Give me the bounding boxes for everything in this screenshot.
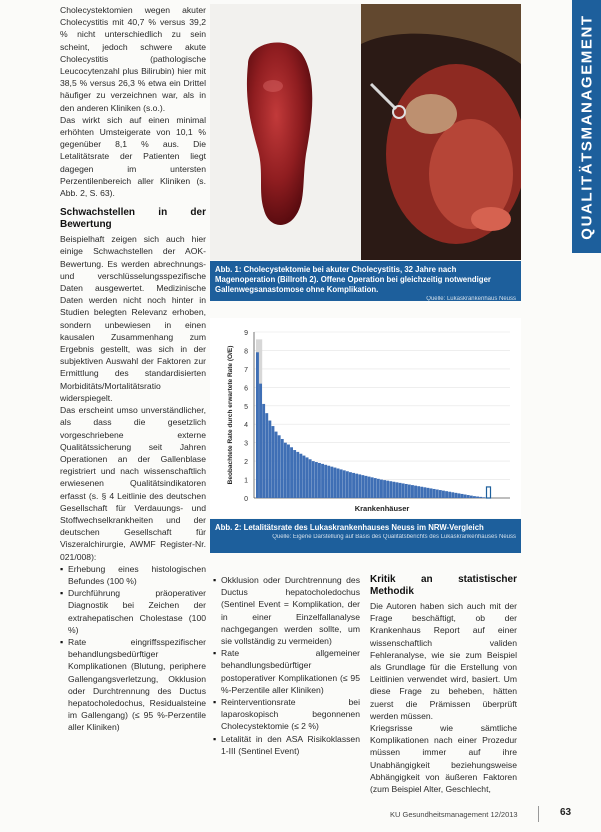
y-tick-label: 5 (244, 403, 248, 411)
bar (318, 463, 321, 498)
bar (315, 462, 318, 498)
bar (352, 473, 355, 498)
bar (430, 488, 433, 498)
caption-source: Quelle: Lukaskrankenhaus Neuss (426, 296, 516, 302)
bar (396, 482, 399, 498)
bar (275, 432, 278, 498)
bar (312, 461, 315, 498)
paragraph: Das erscheint umso unverständlicher, als dass die gesetzlich vorgeschriebene externe Qualitätssicherung seit Jahren Operationen an der Gallenblase registriert und nach wissenschaftlich erwiesenen Qualitätsindikatoren erfasst (s. § 4 Leitlinie des deutschen Gesellschaft für Verdauungs- und Stoffwechselkrankheiten und der deutschen Gesellschaft für Viszeralchirurgie, AWMF Register-Nr. 021/008): (60, 405, 206, 562)
y-tick-label: 0 (244, 496, 248, 503)
y-tick-label: 4 (244, 422, 248, 430)
bar (355, 474, 358, 498)
publication-name: KU Gesundheitsmanagement 12/2013 (390, 810, 518, 819)
bar (402, 483, 405, 498)
bar (417, 486, 420, 498)
chart-container (210, 318, 521, 518)
bar (411, 485, 414, 498)
bar (479, 497, 482, 498)
bar (383, 480, 386, 498)
bar (377, 479, 380, 498)
bar (265, 413, 268, 498)
bar (420, 487, 423, 498)
bar (461, 494, 464, 498)
bullet-list (213, 574, 360, 757)
bar (408, 485, 411, 498)
list-item: ▪ Reinterventionsrate bei laparoskopisch begonnenen Cholecystektomie (≤ 2 %) (213, 696, 360, 733)
bar (374, 478, 377, 498)
bar (287, 445, 290, 498)
bar (268, 421, 271, 498)
bar (427, 488, 430, 498)
bar (414, 486, 417, 498)
bar (321, 464, 324, 498)
bar (330, 467, 333, 498)
highlight-marker (487, 487, 491, 498)
paragraph: Beispielhaft zeigen sich auch hier einige Schwachstellen der AOK-Bewertung. Es werden abrechnungs- und verschlüsselungsspezifische Daten ausgewertet. Medizinische Daten werden nicht noch hinter in Studien belegten Relevanz erhoben, sondern unbewiesen in einen kausalen Zusammenhang zum Ergebnis gestellt, was sich in der subjektiven Auswahl der Faktoren zur Ermittlung des standardisierten Morbiditäts/Mortalitätsratio widerspiegelt. (60, 234, 206, 403)
bar (349, 472, 352, 498)
bar (436, 490, 439, 498)
section-tab-label: QUALITÄTSMANAGEMENT (578, 13, 595, 240)
paragraph: Kriegsrisse wie sämtliche Komplikationen nach einer Prozedur müssen immer auf ihre Unabhängigkeit beziehungsweise Abhängigkeit von äußeren Faktoren (zum Beispiel Alter, Geschlecht, (370, 723, 517, 795)
x-axis-label: Krankenhäuser (354, 504, 410, 513)
y-tick-label: 1 (244, 477, 248, 485)
y-tick-label: 6 (244, 385, 248, 393)
bar (262, 404, 265, 498)
bar (473, 496, 476, 498)
list-item: ▪ Durchführung präoperativer Diagnostik bei Zeichen der extrahepatischen Cholestase (100 %) (60, 587, 206, 636)
section-heading: Schwachstellen in der Bewertung (60, 207, 206, 231)
footer-divider (538, 806, 539, 822)
bar (454, 493, 457, 498)
bar (346, 471, 349, 498)
bar (371, 477, 374, 498)
bar (392, 482, 395, 498)
bar (433, 489, 436, 498)
bar (458, 493, 461, 498)
bar (272, 426, 275, 498)
bar (337, 468, 340, 498)
paragraph: Cholecystektomien wegen akuter Cholecystitis mit 40,7 % versus 39,2 % nicht unterschiedlich zu sein scheint, jedoch schwere akute Cholecystitis (pathologische Leucocytenzahl plus Bilirubin) hier mit 38,5 % versus 26,3 % etwa ein Drittel häufiger zu verzeichnen war, als in den anderen Kliniken (s.o.). (60, 5, 206, 113)
y-axis-label: Beobachtete Rate durch erwartete Rate (O/E) (227, 345, 234, 485)
list-item: ▪ Erhebung eines histologischen Befundes (100 %) (60, 563, 206, 587)
bar (278, 435, 281, 498)
y-tick-label: 3 (244, 440, 248, 448)
list-item: ▪ Letalität in den ASA Risikoklassen 1-III (Sentinel Event) (213, 733, 360, 757)
bar (290, 447, 293, 498)
bar (464, 494, 467, 498)
text-column-middle (213, 574, 360, 757)
bar (470, 496, 473, 498)
y-tick-label: 7 (244, 366, 248, 374)
bar (340, 469, 343, 498)
bar (259, 384, 262, 498)
bar (451, 492, 454, 498)
surgery-photo (361, 4, 521, 260)
list-item: ▪ Okklusion oder Durchtrennung des Ductus hepatocholedochus (Sentinel Event = Komplikation, der in einer Einzelfallanalyse nachgegangen werden sollte, um sie vollständig zu vermeiden) (213, 574, 360, 647)
caption-source: Quelle: Eigene Darstellung auf Basis des Qualitätsberichts des Lukaskrankenhauses Neuss (272, 534, 516, 540)
bar (334, 468, 337, 498)
bar (399, 483, 402, 498)
y-tick-label: 8 (244, 348, 248, 356)
bar (343, 470, 346, 498)
bar (389, 481, 392, 498)
bar (361, 475, 364, 498)
bar (358, 474, 361, 498)
bar (476, 497, 479, 498)
figure-caption (210, 519, 521, 553)
list-item: ▪ Rate allgemeiner behandlungsbedürftiger postoperativer Komplikationen (≤ 95 %-Perzentile aller Kliniken) (213, 647, 360, 696)
caption-text: Abb. 2: Letalitätsrate des Lukaskrankenhauses Neuss im NRW-Vergleich (215, 523, 484, 532)
section-tab (572, 0, 601, 253)
bullet-list (60, 563, 206, 734)
specimen-photo (210, 4, 361, 260)
bar (299, 454, 302, 498)
text-column-right (370, 574, 517, 795)
bar (368, 477, 371, 498)
bar (445, 491, 448, 498)
bar (448, 492, 451, 498)
y-tick-label: 9 (244, 330, 248, 337)
bar (439, 490, 442, 498)
bar (365, 476, 368, 498)
paragraph: Die Autoren haben sich auch mit der Frage beschäftigt, ob der Krankenhaus Report auf einer wissenschaftlich validen Fehleranalyse, wie sie zum Beispiel als Grundlage für die Erstellung von Leitlinien verwendet wird, basiert. Um diese Frage zu beheben, hätten zuerst die Prämissen überprüft werden müssen. (370, 601, 517, 721)
y-tick-label: 2 (244, 459, 248, 467)
bar-chart (210, 318, 521, 518)
figure-photos (210, 4, 521, 302)
bar (442, 491, 445, 498)
bar (256, 352, 259, 498)
bar (467, 495, 470, 498)
figure-caption (210, 261, 521, 301)
bar (303, 456, 306, 498)
page-number: 63 (560, 807, 572, 818)
caption-text: Abb. 1: Cholecystektomie bei akuter Cholecystitis, 32 Jahre nach Magenoperation (Billroth 2). Offene Operation bei gleichzeitig notwendiger Gallenwegsanastomose ohne Komplikation. (215, 265, 491, 294)
bar (306, 457, 309, 498)
bar (423, 487, 426, 498)
bar (405, 484, 408, 498)
paragraph: Das wirkt sich auf einen minimal erhöhten Umsteigerate von 10,1 % gegenüber 8,1 % aus. Die Letalitätsrate der Patienten liegt dagegen im untersten Perzentilenbereich aller Kliniken (s. Abb. 2, S. 63). (60, 114, 206, 199)
bar (293, 450, 296, 498)
text-column-left (60, 4, 206, 734)
bar (296, 452, 299, 498)
list-item: ▪ Rate eingriffsspezifischer behandlungsbedürftiger Komplikationen (Blutung, periphere Gallengangsverletzung, Okklusion oder Durchtrennung des Ductus hepatocholedochus, Residualsteine im Gallengang) (≤ 95 %-Perzentile aller Kliniken) (60, 636, 206, 734)
bar (482, 497, 485, 498)
bar (327, 466, 330, 498)
bar (284, 443, 287, 498)
bar (386, 481, 389, 498)
bar (380, 480, 383, 498)
bar (309, 459, 312, 498)
bar (281, 439, 284, 498)
bar (324, 465, 327, 498)
section-heading: Kritik an statistischer Methodik (370, 574, 517, 597)
